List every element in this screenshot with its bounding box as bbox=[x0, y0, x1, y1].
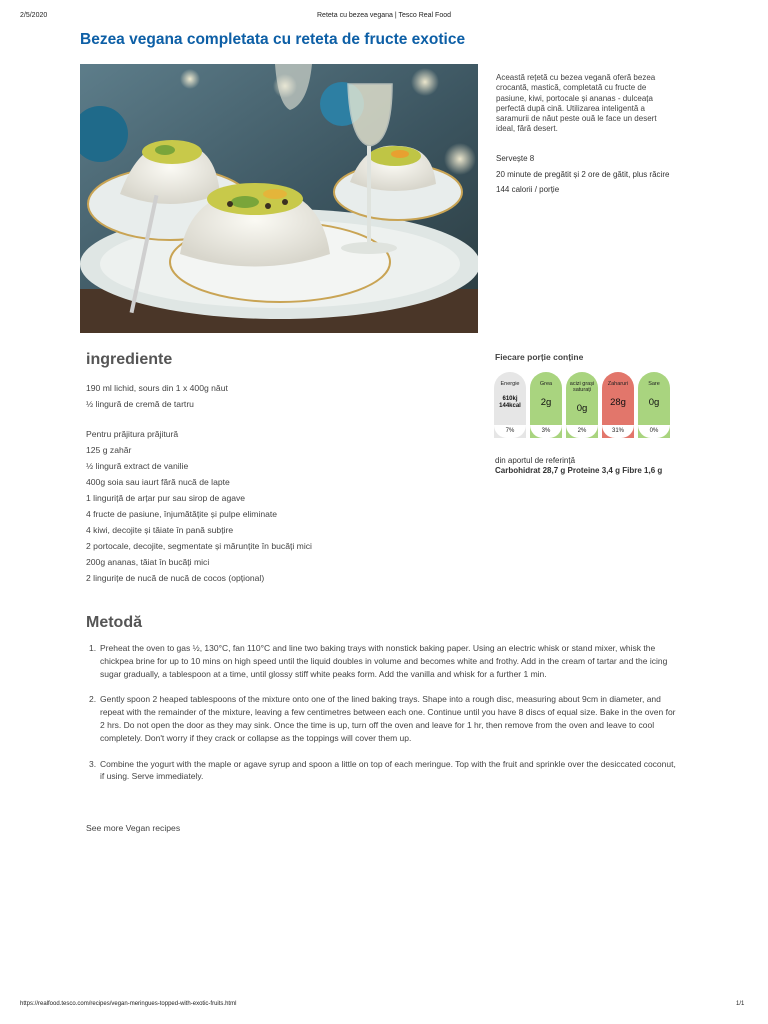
nutrition-label-name: Sare bbox=[648, 381, 660, 387]
reference-note: din aportul de referință bbox=[495, 456, 576, 465]
ingredient-item: 4 fructe de pasiune, înjumătățite și pulpe eliminate bbox=[86, 508, 278, 519]
ingredients-heading: ingrediente bbox=[86, 351, 173, 368]
ingredient-subheading: Pentru prăjitura prăjitură bbox=[86, 428, 179, 439]
ingredient-item: 125 g zahăr bbox=[86, 444, 132, 455]
carbs-label: Carbohidrat bbox=[495, 466, 541, 475]
nutrition-label-value: 0g bbox=[576, 403, 588, 414]
nutrition-label-fat bbox=[530, 372, 562, 438]
recipe-intro: Această rețetă cu bezea vegană oferă bezea crocantă, mastică, completată cu fructe de pasiune, kiwi, portocale și ananas - dulceața perfectă după cină. Utilizarea inteligentă a saramurii de năut peste ouă le face un desert ideal, fără desert. bbox=[496, 73, 657, 134]
calories: 144 calorii / porție bbox=[496, 185, 560, 194]
step-number: 3. bbox=[89, 758, 97, 769]
nutrition-label-percent: 31% bbox=[602, 425, 634, 438]
nutrition-label-name: Grea bbox=[539, 381, 553, 387]
nutrition-label-value: 0g bbox=[648, 397, 660, 408]
ingredient-item: ½ lingură extract de vanilie bbox=[86, 460, 189, 471]
recipe-title: Bezea vegana completata cu reteta de fructe exotice bbox=[80, 31, 466, 48]
method-step bbox=[86, 642, 682, 680]
more-recipes-link[interactable]: See more Vegan recipes bbox=[86, 823, 181, 833]
ingredient-item: 4 kiwi, decojite și tăiate în pană subțire bbox=[86, 524, 234, 535]
nutrition-labels bbox=[494, 372, 670, 442]
fibre-value: 1,6 g bbox=[644, 466, 663, 475]
meringue-dessert-photo bbox=[80, 64, 478, 333]
nutrition-label-value: 28g bbox=[610, 397, 626, 408]
print-page-title: Reteta cu bezea vegana | Tesco Real Food bbox=[317, 12, 451, 19]
print-url: https://realfood.tesco.com/recipes/vegan-meringues-topped-with-exotic-fruits.html bbox=[20, 1001, 237, 1007]
print-page-number: 1/1 bbox=[736, 1001, 745, 1007]
nutrition-label-percent: 7% bbox=[494, 425, 526, 438]
nutrition-label-percent: 3% bbox=[530, 425, 562, 438]
step-number: 1. bbox=[89, 643, 97, 653]
step-text: Gently spoon 2 heaped tablespoons of the mixture onto one of the lined baking trays. Shape into a rough disc, measuring about 9cm in diameter, and repeat with the remainder of the mixture, leaving a few centimetres between each one. Continue until you have 8 discs of equal size. Bake in the oven for 2 hrs. Do not open the door as they may sink. Once the time is up, turn off the oven and leave for 1 hr, then remove from the oven and leave to cool completely. Don't worry if they crack or collapse as the toppings will cover them up. bbox=[100, 694, 676, 743]
ingredient-item: 400g soia sau iaurt fără nucă de lapte bbox=[86, 476, 230, 487]
ingredient-item: 2 portocale, decojite, segmentate și mărunțite în bucăți mici bbox=[86, 540, 312, 551]
step-text: Combine the yogurt with the maple or agave syrup and spoon a little on top of each meringue. Top with the fruit and sprinkle over the desiccated coconut, if using. Serve immediately. bbox=[100, 758, 676, 782]
nutrition-label-name: Zaharuri bbox=[607, 381, 629, 387]
method-step bbox=[86, 758, 682, 784]
nutrition-label-name: Energie bbox=[500, 381, 520, 387]
ingredient-item: 200g ananas, tăiat în bucăți mici bbox=[86, 556, 210, 567]
nutrition-label-percent: 2% bbox=[566, 425, 598, 438]
protein-value: 3,4 g bbox=[601, 466, 620, 475]
nutrition-reference bbox=[495, 456, 670, 476]
ingredient-item: 1 linguriță de arțar pur sau sirop de agave bbox=[86, 492, 246, 503]
nutrition-label-value: 2g bbox=[540, 397, 552, 408]
nutrition-label-energy bbox=[494, 372, 526, 438]
ingredients-list bbox=[86, 380, 312, 586]
ingredient-item: 2 lingurițe de nucă de nucă de cocos (opțional) bbox=[86, 572, 265, 583]
fibre-label: Fibre bbox=[622, 466, 642, 475]
prep-time: 20 minute de pregătit și 2 ore de gătit, plus răcire bbox=[496, 170, 670, 179]
carbs-value: 28,7 g bbox=[542, 466, 566, 475]
ingredient-item: 190 ml lichid, sours din 1 x 400g năut bbox=[86, 383, 228, 393]
nutrition-label-percent: 0% bbox=[638, 425, 670, 438]
step-number: 2. bbox=[89, 694, 97, 705]
servings: Servește 8 bbox=[496, 154, 535, 163]
nutrition-label-value: 610kj 144kcal bbox=[499, 396, 521, 409]
protein-label: Proteine bbox=[567, 466, 600, 475]
method-heading: Metodă bbox=[86, 614, 142, 631]
macros-line bbox=[495, 466, 670, 476]
nutrition-label-sugars bbox=[602, 372, 634, 438]
step-text: Preheat the oven to gas ½, 130°C, fan 110°C and line two baking trays with nonstick baking paper. Using an electric whisk or stand mixer, whisk the chickpea brine for up to 10 mins on high speed until the liquid doubles in volume and becomes white and frothy. Add in the cream of tartar and the icing sugar gradually, a tablespoon at a time, until glossy stiff white peaks form. Add the vanilla and whisk for a further 1 min. bbox=[100, 643, 668, 679]
nutrition-heading: Fiecare porție conține bbox=[495, 352, 584, 362]
method-step bbox=[86, 693, 682, 744]
nutrition-label-salt bbox=[638, 372, 670, 438]
ingredient-item: ½ lingură de cremă de tartru bbox=[86, 399, 194, 409]
nutrition-label-name: acizi grași saturați bbox=[569, 381, 595, 393]
print-date: 2/5/2020 bbox=[20, 12, 48, 19]
nutrition-label-saturates bbox=[566, 372, 598, 438]
method-steps bbox=[86, 642, 682, 796]
